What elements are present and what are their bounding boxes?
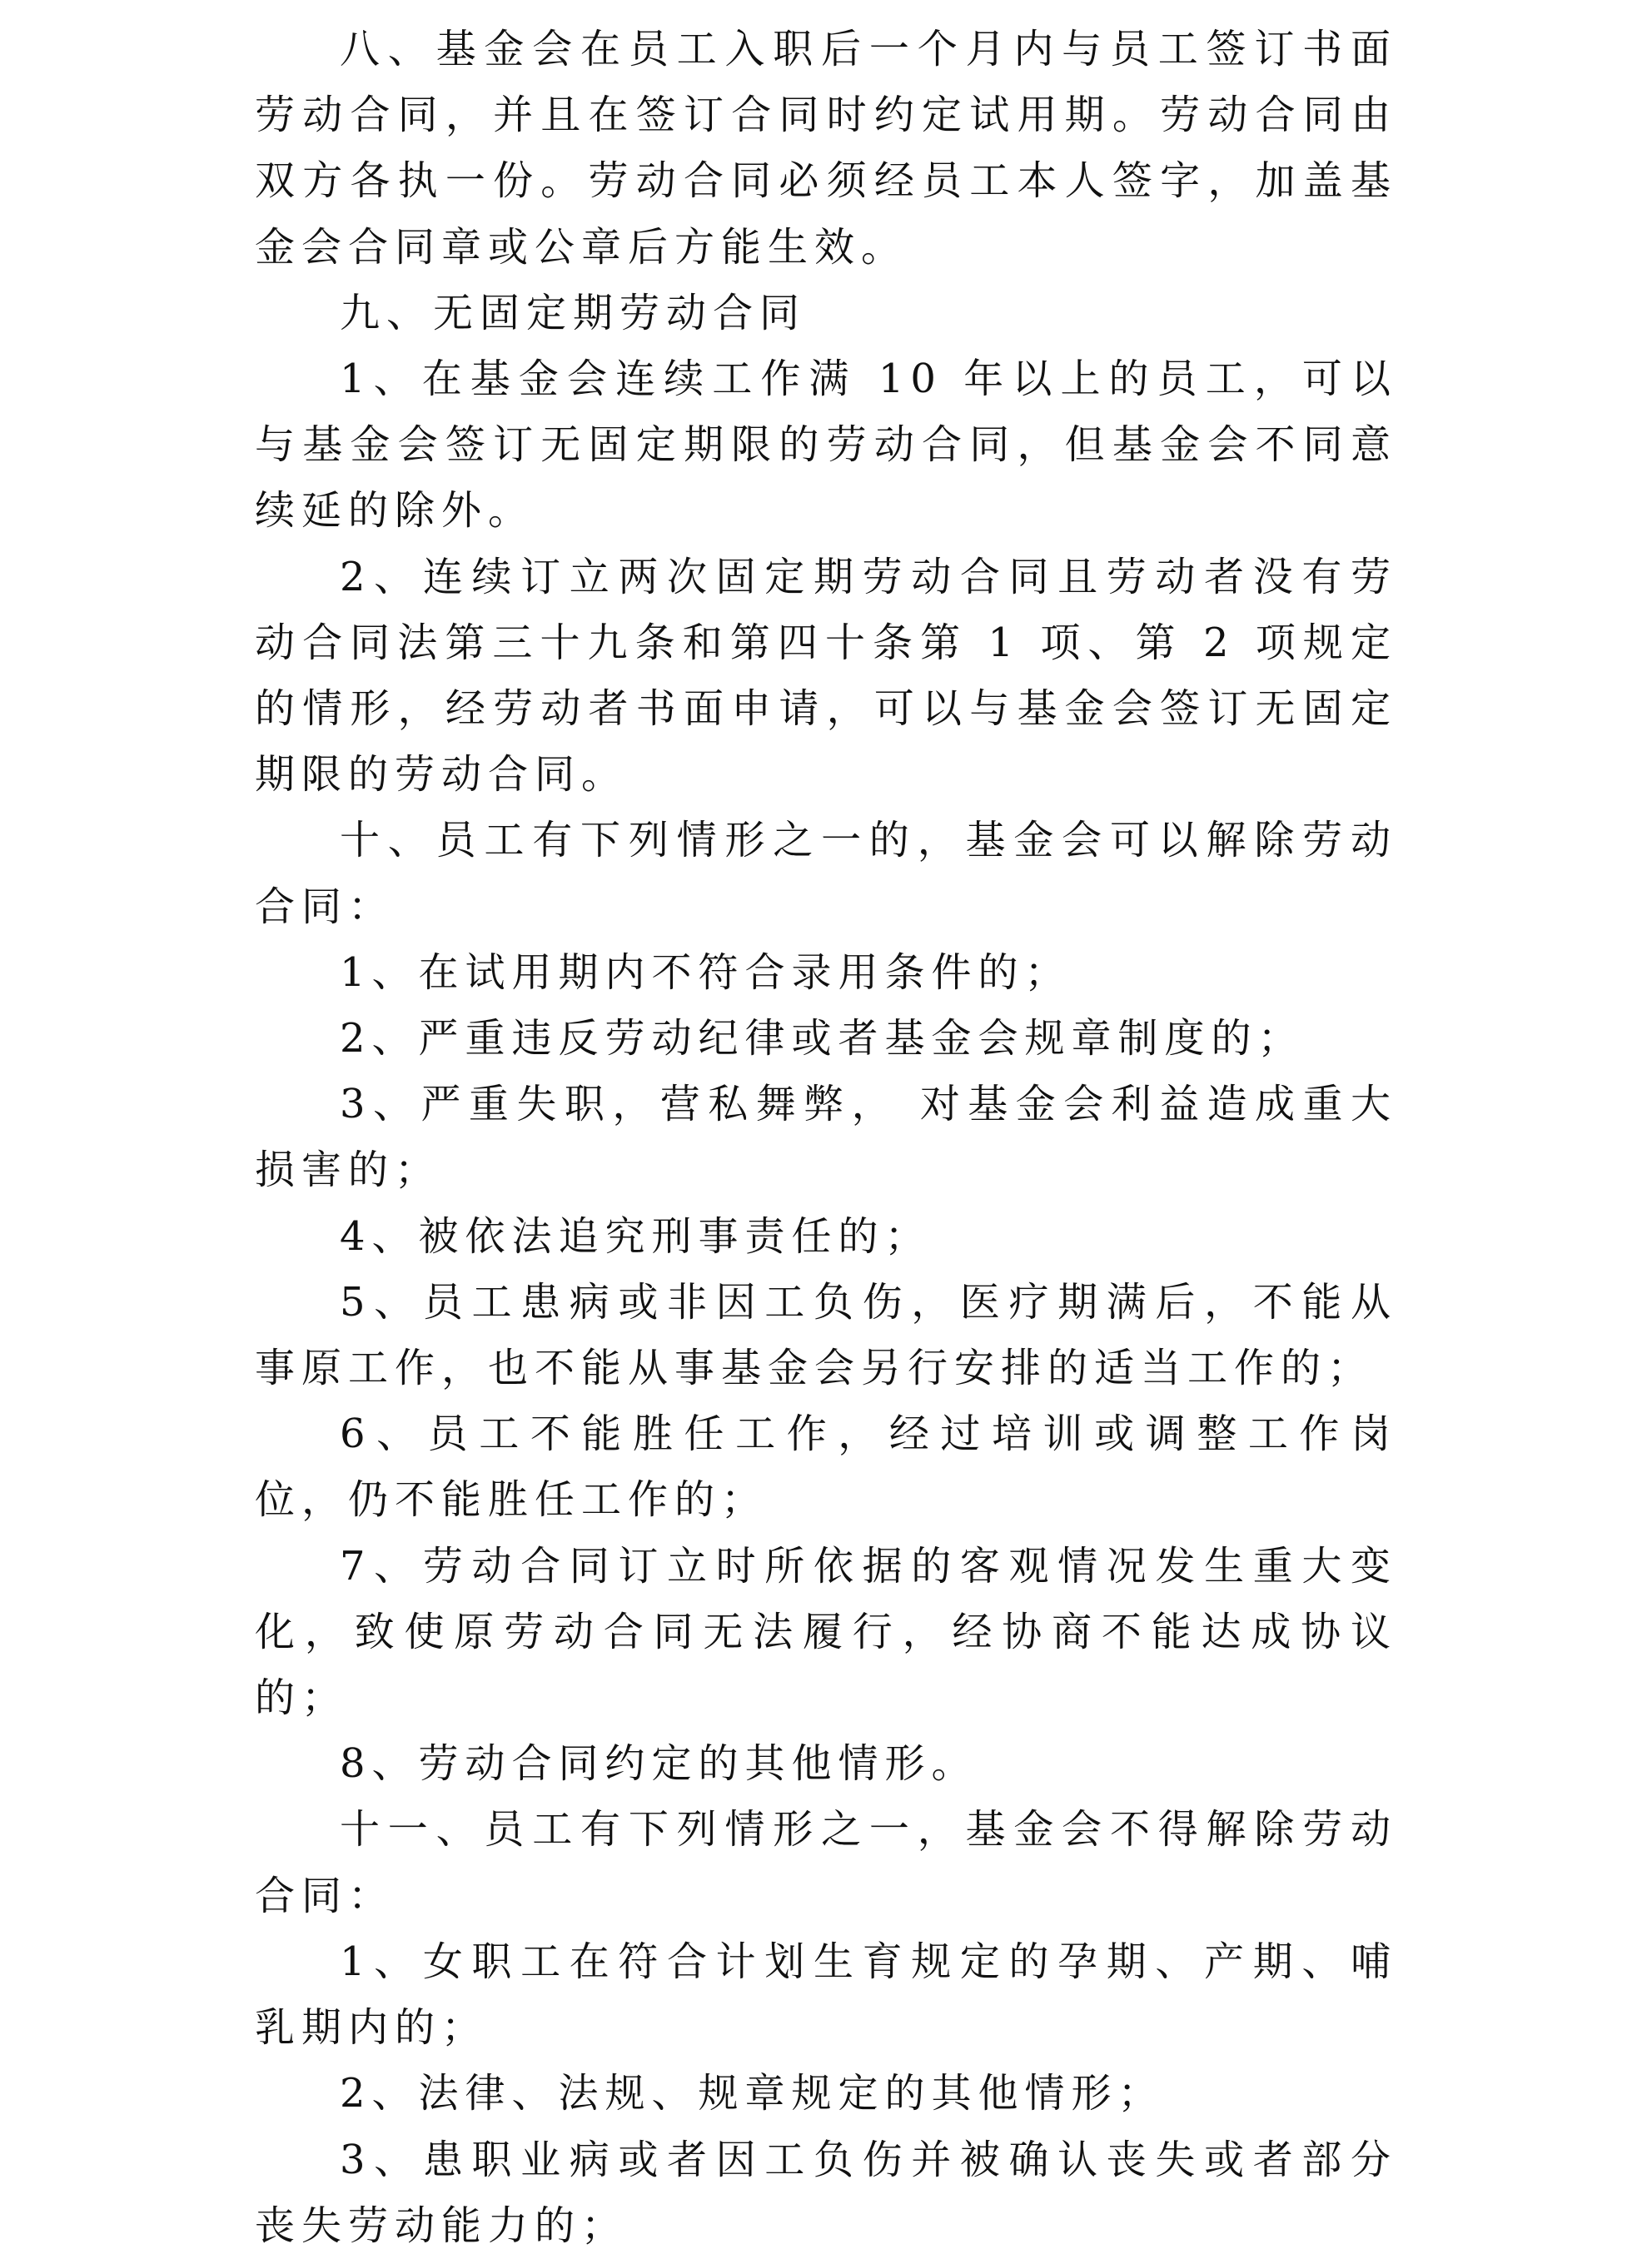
list-item: 8、劳动合同约定的其他情形。 bbox=[340, 1740, 978, 1788]
heading-section-9: 九、无固定期劳动合同 bbox=[340, 289, 807, 336]
list-item: 4、被依法追究刑事责任的； bbox=[340, 1212, 932, 1260]
list-item: 3、严重失职，营私舞弊， 对基金会利益造成重大损害的； bbox=[255, 1081, 1397, 1194]
list-item: 7、劳动合同订立时所依据的客观情况发生重大变化，致使原劳动合同无法履行，经协商不能达成协议的； bbox=[255, 1542, 1397, 1722]
list-item: 2、法律、法规、规章规定的其他情形； bbox=[340, 2070, 1165, 2117]
list-item: 1、在基金会连续工作满 10 年以上的员工，可以与基金会签订无固定期限的劳动合同，但基金会不同意续延的除外。 bbox=[255, 356, 1397, 535]
heading-section-11: 十一、员工有下列情形之一，基金会不得解除劳动合同： bbox=[255, 1806, 1397, 1919]
list-item: 2、严重违反劳动纪律或者基金会规章制度的； bbox=[340, 1015, 1305, 1062]
list-item: 1、在试用期内不符合录用条件的； bbox=[340, 948, 1072, 996]
list-item: 3、患职业病或者因工负伤并被确认丧失或者部分丧失劳动能力的； bbox=[255, 2136, 1397, 2249]
list-item: 2、连续订立两次固定期劳动合同且劳动者没有劳动合同法第三十九条和第四十条第 1 项、第 2 项规定的情形，经劳动者书面申请，可以与基金会签订无固定期限的劳动合同。 bbox=[255, 553, 1397, 799]
heading-section-10: 十、员工有下列情形之一的，基金会可以解除劳动合同： bbox=[255, 817, 1397, 930]
list-item: 1、女职工在符合计划生育规定的孕期、产期、哺乳期内的； bbox=[255, 1938, 1397, 2052]
document-page bbox=[255, 17, 1397, 2259]
paragraph-section-8: 八、基金会在员工入职后一个月内与员工签订书面劳动合同，并且在签订合同时约定试用期。劳动合同由双方各执一份。劳动合同必须经员工本人签字，加盖基金会合同章或公章后方能生效。 bbox=[255, 26, 1397, 271]
list-item: 5、员工患病或非因工负伤，医疗期满后，不能从事原工作，也不能从事基金会另行安排的适当工作的； bbox=[255, 1278, 1397, 1392]
list-item: 6、员工不能胜任工作，经过培训或调整工作岗位，仍不能胜任工作的； bbox=[255, 1411, 1397, 1524]
